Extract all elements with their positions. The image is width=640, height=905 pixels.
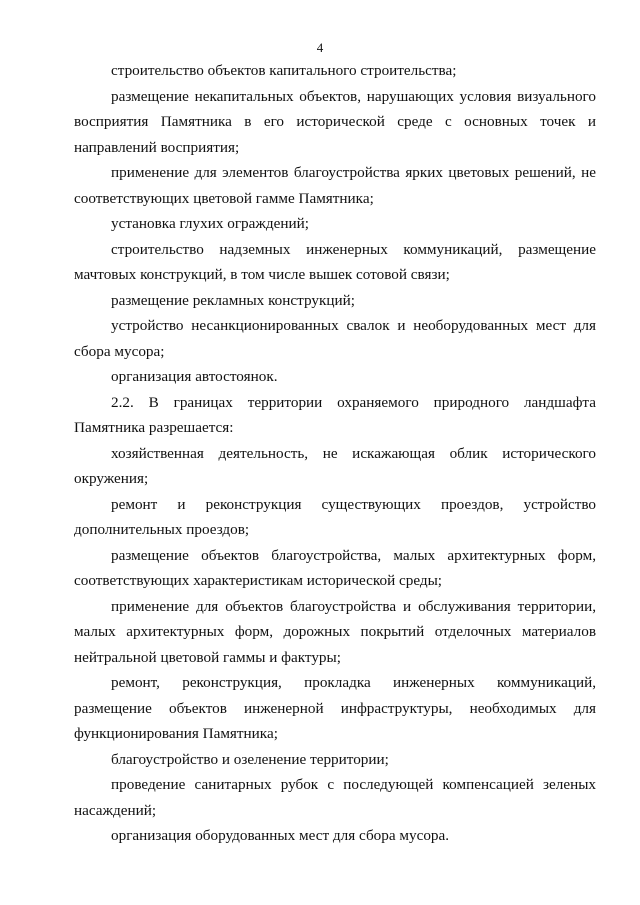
paragraph-solid-fences: установка глухих ограждений; bbox=[111, 215, 309, 232]
paragraph-bright-colors: применение для элементов благоустройства ярких цветовых решений, не соответствующих цветовой гамме Памятника; bbox=[74, 164, 596, 207]
paragraph-parking: организация автостоянок. bbox=[111, 368, 278, 385]
paragraph-advertising: размещение рекламных конструкций; bbox=[111, 291, 355, 309]
paragraph-dumps: устройство несанкционированных свалок и необорудованных мест для сбора мусора; bbox=[74, 317, 596, 360]
paragraph-neutral-materials: применение для объектов благоустройства и обслуживания территории, малых архитектурных форм, дорожных покрытий отделочных материалов нейтральной цветовой гаммы и фактуры; bbox=[74, 597, 596, 666]
paragraph-driveways: ремонт и реконструкция существующих проездов, устройство дополнительных проездов; bbox=[74, 495, 596, 538]
document-body bbox=[74, 58, 596, 849]
paragraph-overhead-utilities: строительство надземных инженерных коммуникаций, размещение мачтовых конструкций, в том числе вышек сотовой связи; bbox=[74, 240, 596, 283]
page-number: 4 bbox=[316, 40, 324, 55]
paragraph-section-2-2: 2.2. В границах территории охраняемого природного ландшафта Памятника разрешается: bbox=[74, 393, 596, 436]
paragraph-landscaping-objects: размещение объектов благоустройства, малых архитектурных форм, соответствующих характеристикам исторической среды; bbox=[74, 546, 596, 589]
paragraph-noncapital-objects: размещение некапитальных объектов, нарушающих условия визуального восприятия Памятника в его исторической среде с основных точек и направлений восприятия; bbox=[74, 87, 596, 156]
paragraph-greening: благоустройство и озеленение территории; bbox=[111, 750, 389, 768]
paragraph-engineering: ремонт, реконструкция, прокладка инженерных коммуникаций, размещение объектов инженерной инфраструктуры, необходимых для функционирования Памятника; bbox=[74, 674, 596, 742]
paragraph-sanitary-felling: проведение санитарных рубок с последующей компенсацией зеленых насаждений; bbox=[74, 776, 596, 819]
paragraph-waste-collection: организация оборудованных мест для сбора мусора. bbox=[111, 827, 450, 844]
paragraph-capital-construction: строительство объектов капитального строительства; bbox=[111, 62, 457, 79]
paragraph-economic-activity: хозяйственная деятельность, не искажающая облик исторического окружения; bbox=[74, 444, 596, 487]
